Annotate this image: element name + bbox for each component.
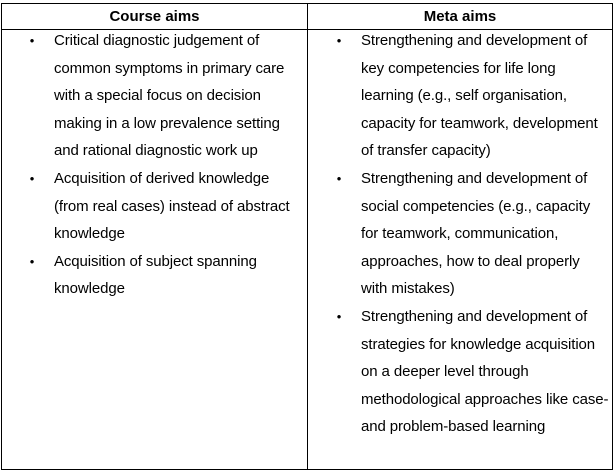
bullet-icon: •: [29, 253, 35, 269]
meta-aim-text: Strengthening and development of strategies for knowledge acquisition on a deeper level through methodological approaches like case- and problem-based learning: [361, 307, 609, 436]
course-aims-list: [26, 27, 306, 303]
bullet-icon: •: [336, 170, 342, 186]
list-item: [333, 165, 609, 303]
course-aims-header: Course aims: [109, 8, 200, 25]
list-item: [26, 165, 306, 248]
meta-aims-list: [333, 27, 609, 441]
course-aim-text: Critical diagnostic judgement of common symptoms in primary care with a special focus on decision making in a low prevalence setting and rational diagnostic work up: [54, 32, 285, 160]
course-aim-text: Acquisition of derived knowledge (from real cases) instead of abstract knowledge: [54, 169, 290, 243]
bullet-icon: •: [336, 33, 342, 48]
list-item: [333, 303, 609, 441]
column-divider: [307, 4, 308, 469]
list-item: [333, 27, 609, 165]
meta-aims-header: Meta aims: [423, 8, 497, 25]
course-aim-text: Acquisition of subject spanning knowledge: [54, 252, 257, 298]
list-item: [26, 248, 306, 303]
list-item: [26, 27, 306, 165]
bullet-icon: •: [29, 170, 35, 186]
bullet-icon: •: [29, 33, 35, 48]
bullet-icon: •: [336, 308, 342, 324]
meta-aim-text: Strengthening and development of key competencies for life long learning (e.g., self organisation, capacity for teamwork, development of transfer capacity): [361, 32, 598, 160]
meta-aim-text: Strengthening and development of social competencies (e.g., capacity for teamwork, communication, approaches, how to deal properly with mistakes): [361, 169, 591, 298]
